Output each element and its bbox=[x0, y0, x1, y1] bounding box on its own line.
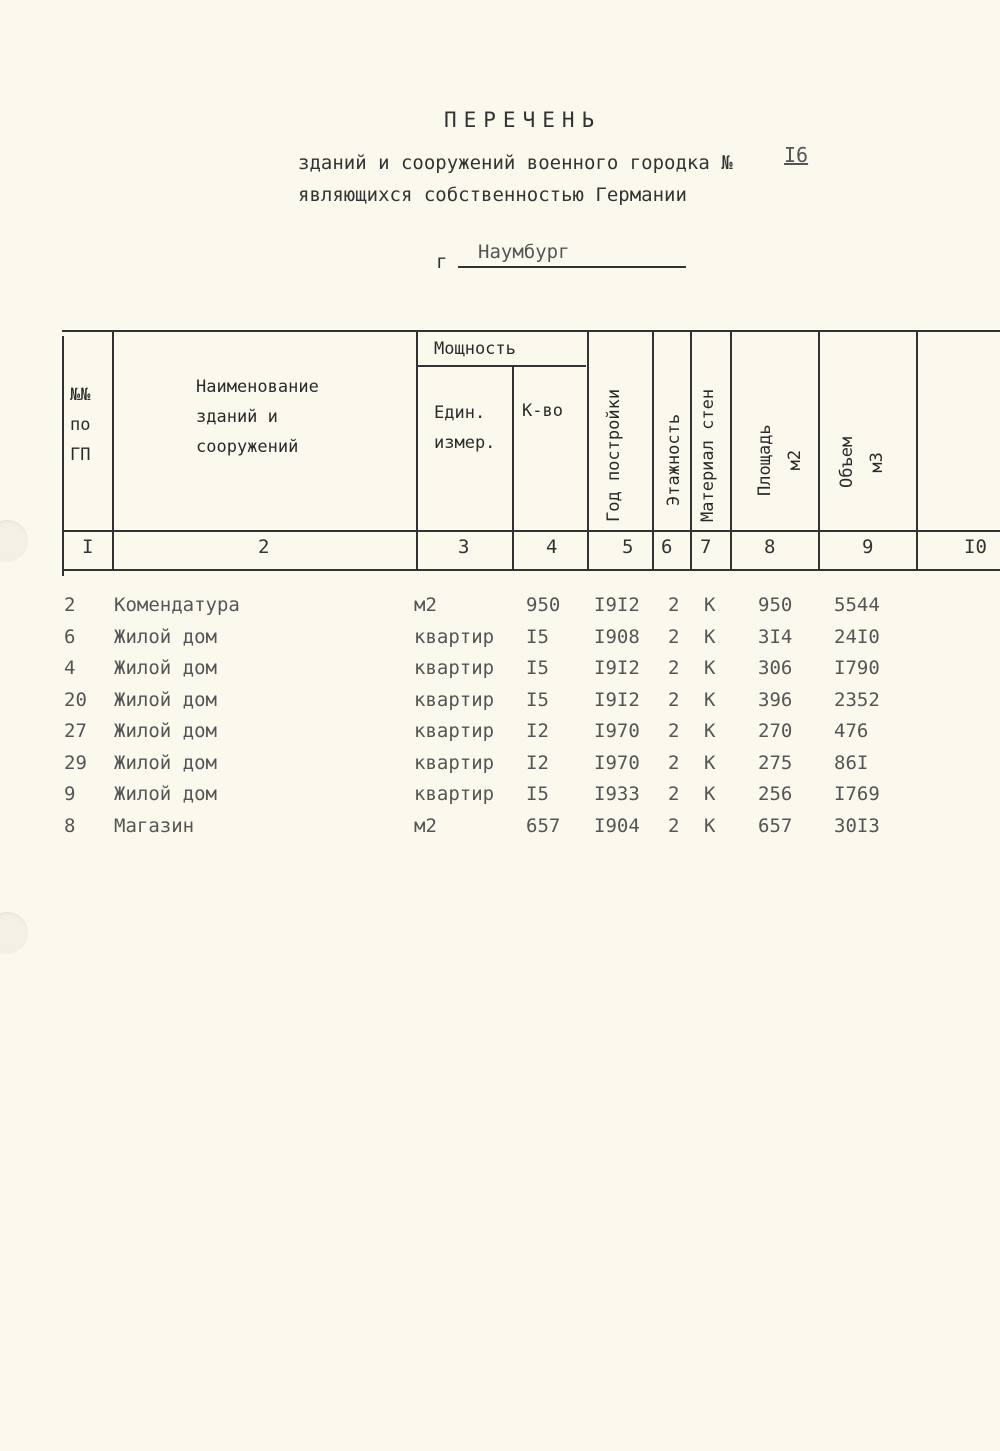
cell-name: Жилой дом bbox=[114, 688, 217, 711]
punch-hole bbox=[0, 520, 28, 562]
city-underline bbox=[458, 266, 686, 268]
garrison-number: I6 bbox=[784, 143, 809, 167]
cell-material: К bbox=[704, 751, 716, 774]
column-number: 7 bbox=[700, 536, 712, 558]
cell-name: Жилой дом bbox=[114, 751, 217, 774]
cell-floors: 2 bbox=[668, 720, 680, 742]
cell-volume: 86I bbox=[834, 751, 869, 774]
cell-qty: I5 bbox=[526, 657, 549, 679]
cell-unit: квартир bbox=[414, 625, 495, 648]
cell-year: I933 bbox=[594, 783, 640, 805]
column-number: 8 bbox=[764, 536, 776, 558]
column-number: 6 bbox=[661, 536, 673, 558]
subtitle-line-2: являющихся собственностью Германии bbox=[298, 184, 687, 206]
cell-area: 306 bbox=[758, 657, 793, 679]
header-unit: Един. измер. bbox=[434, 403, 496, 453]
cell-area: 256 bbox=[758, 783, 793, 805]
cell-year: I970 bbox=[594, 751, 640, 774]
cell-volume: 2352 bbox=[834, 688, 880, 711]
column-number: 3 bbox=[458, 536, 470, 558]
city-value: Наумбург bbox=[478, 241, 570, 263]
cell-area: 275 bbox=[758, 751, 793, 774]
column-number: I0 bbox=[964, 536, 987, 558]
cell-material: К bbox=[704, 594, 716, 616]
header-floors: Этажность bbox=[664, 413, 684, 506]
cell-area: 657 bbox=[758, 814, 793, 837]
cell-unit: квартир bbox=[414, 783, 495, 805]
cell-volume: I769 bbox=[834, 783, 880, 805]
cell-volume: 24I0 bbox=[834, 625, 880, 648]
cell-num: 2 bbox=[64, 594, 76, 616]
cell-floors: 2 bbox=[668, 783, 680, 805]
cell-qty: 950 bbox=[526, 594, 561, 616]
cell-material: К bbox=[704, 625, 716, 648]
header-volume: Объем м3 bbox=[837, 436, 887, 488]
header-wall-material: Материал стен bbox=[698, 388, 718, 522]
punch-hole bbox=[0, 912, 28, 954]
cell-num: 8 bbox=[64, 814, 76, 837]
cell-area: 270 bbox=[758, 720, 793, 742]
cell-material: К bbox=[704, 657, 716, 679]
cell-floors: 2 bbox=[668, 657, 680, 679]
cell-unit: м2 bbox=[414, 814, 437, 837]
cell-num: 27 bbox=[64, 720, 87, 742]
page-title: ПЕРЕЧЕНЬ bbox=[444, 108, 602, 132]
cell-unit: квартир bbox=[414, 751, 495, 774]
cell-volume: 5544 bbox=[834, 594, 880, 616]
cell-floors: 2 bbox=[668, 688, 680, 711]
column-number: 4 bbox=[546, 536, 558, 558]
cell-num: 9 bbox=[64, 783, 76, 805]
city-label: г bbox=[436, 251, 448, 273]
cell-qty: 657 bbox=[526, 814, 561, 837]
cell-unit: квартир bbox=[414, 720, 495, 742]
cell-num: 29 bbox=[64, 751, 87, 774]
column-number: 2 bbox=[258, 536, 270, 558]
cell-floors: 2 bbox=[668, 814, 680, 837]
cell-qty: I5 bbox=[526, 688, 549, 711]
header-quantity: К-во bbox=[522, 401, 563, 421]
cell-floors: 2 bbox=[668, 751, 680, 774]
cell-floors: 2 bbox=[668, 594, 680, 616]
cell-material: К bbox=[704, 720, 716, 742]
cell-num: 20 bbox=[64, 688, 87, 711]
cell-num: 6 bbox=[64, 625, 76, 648]
cell-material: К bbox=[704, 814, 716, 837]
subtitle-line-1: зданий и сооружений военного городка № bbox=[298, 152, 733, 174]
cell-year: I904 bbox=[594, 814, 640, 837]
cell-year: I9I2 bbox=[594, 657, 640, 679]
cell-unit: квартир bbox=[414, 657, 495, 679]
header-area: Площадь м2 bbox=[755, 424, 805, 496]
cell-qty: I5 bbox=[526, 783, 549, 805]
cell-year: I970 bbox=[594, 720, 640, 742]
cell-area: 950 bbox=[758, 594, 793, 616]
header-capacity: Мощность bbox=[434, 339, 516, 359]
cell-volume: 476 bbox=[834, 720, 869, 742]
cell-area: 396 bbox=[758, 688, 793, 711]
cell-qty: I2 bbox=[526, 720, 549, 742]
cell-area: 3I4 bbox=[758, 625, 793, 648]
cell-name: Комендатура bbox=[114, 594, 240, 616]
cell-qty: I5 bbox=[526, 625, 549, 648]
cell-unit: м2 bbox=[414, 594, 437, 616]
cell-volume: I790 bbox=[834, 657, 880, 679]
cell-name: Жилой дом bbox=[114, 783, 217, 805]
cell-name: Магазин bbox=[114, 814, 195, 837]
cell-unit: квартир bbox=[414, 688, 495, 711]
column-number: 9 bbox=[862, 536, 874, 558]
cell-volume: 30I3 bbox=[834, 814, 880, 837]
header-gp-number: №№ по ГП bbox=[70, 385, 91, 465]
header-building-name: Наименование зданий и сооружений bbox=[196, 377, 319, 457]
cell-qty: I2 bbox=[526, 751, 549, 774]
header-year: Год постройки bbox=[604, 388, 624, 522]
cell-name: Жилой дом bbox=[114, 625, 217, 648]
column-number: I bbox=[82, 536, 94, 558]
cell-material: К bbox=[704, 783, 716, 805]
cell-year: I908 bbox=[594, 625, 640, 648]
cell-name: Жилой дом bbox=[114, 720, 217, 742]
cell-name: Жилой дом bbox=[114, 657, 217, 679]
cell-year: I9I2 bbox=[594, 688, 640, 711]
cell-material: К bbox=[704, 688, 716, 711]
cell-floors: 2 bbox=[668, 625, 680, 648]
column-number: 5 bbox=[622, 536, 634, 558]
cell-year: I9I2 bbox=[594, 594, 640, 616]
cell-num: 4 bbox=[64, 657, 76, 679]
